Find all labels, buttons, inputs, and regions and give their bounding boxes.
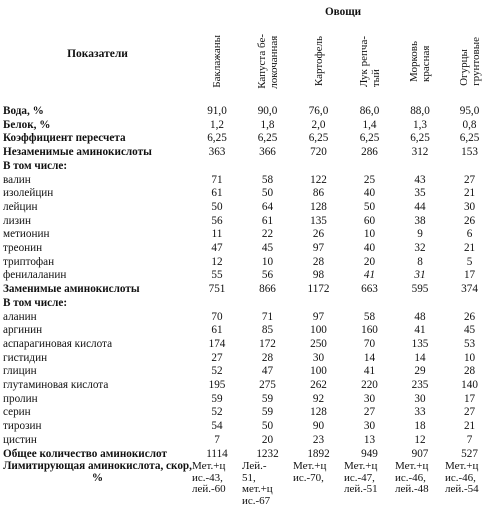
cell-value	[242, 297, 293, 311]
cell-value: 275	[259, 379, 276, 392]
limiting-label-text: Лимитирующая аминокислота, скор, %	[3, 460, 192, 484]
cell-value: 6	[466, 228, 473, 241]
limiting-value: Мет.+ц ис.-46, лей.-54	[445, 460, 479, 496]
table-row	[3, 215, 494, 229]
column-header	[395, 21, 445, 105]
cell-value: 30	[414, 392, 426, 405]
cell-value: 47	[211, 242, 223, 255]
cell-value: 55	[211, 269, 223, 282]
cell-value: 60	[363, 214, 376, 227]
cell-value: 61	[211, 324, 223, 337]
table-row	[3, 146, 494, 160]
cell-value: 86	[312, 187, 325, 200]
cell-value: 90,0	[257, 105, 278, 117]
cell-value: 45	[261, 242, 274, 255]
cell-value	[445, 160, 494, 174]
cell-value: 29	[414, 365, 426, 378]
cell-value: 88,0	[410, 105, 430, 117]
cell-value: 31	[414, 269, 426, 282]
row-label: аспарагиновая кислота	[3, 337, 113, 350]
row-label: пролин	[3, 392, 38, 405]
cell-value: 30	[363, 420, 376, 433]
cell-value: 527	[461, 447, 478, 460]
cell-value: 26	[463, 310, 476, 323]
limiting-label	[3, 461, 192, 507]
cell-value: 59	[261, 406, 274, 419]
cell-value: 595	[411, 283, 429, 296]
cell-value: 59	[211, 392, 223, 405]
cell-value: 52	[211, 365, 223, 378]
cell-value: 41	[414, 324, 426, 337]
row-label: аланин	[3, 310, 37, 323]
limiting-value: Мет.+ц ис.-47, лей.-51	[344, 460, 378, 496]
cell-value: 58	[363, 310, 376, 323]
table-row	[3, 434, 494, 448]
table-row	[3, 379, 494, 393]
cell-value: 11	[211, 228, 223, 241]
cell-value: 5	[466, 255, 473, 268]
cell-value: 21	[463, 187, 476, 200]
cell-value: 8	[417, 255, 423, 268]
row-label: Заменимые аминокислоты	[3, 283, 140, 296]
row-label: Белок, %	[3, 118, 51, 131]
cell-value: 98	[312, 269, 325, 282]
table-row	[3, 174, 494, 188]
cell-value: 86,0	[359, 105, 380, 117]
cell-value	[192, 160, 242, 174]
row-label: Коэффициент пересчета	[3, 132, 126, 145]
table-row	[3, 119, 494, 133]
cell-value: 0,8	[462, 118, 477, 131]
cell-value: 52	[211, 406, 223, 419]
cell-value: 10	[363, 228, 376, 241]
cell-value: 128	[310, 406, 327, 419]
cell-value: 312	[411, 146, 429, 159]
table-row	[3, 420, 494, 434]
cell-value: 26	[312, 228, 325, 241]
cell-value: 14	[363, 351, 376, 364]
table-row	[3, 324, 494, 338]
cell-value: 17	[463, 392, 476, 405]
cell-value: 58	[261, 173, 274, 186]
cell-value: 35	[414, 187, 426, 200]
row-label: цистин	[3, 433, 37, 446]
cell-value: 50	[211, 200, 223, 213]
amino-acid-table	[3, 3, 494, 507]
cell-value: 907	[411, 447, 429, 460]
cell-value: 30	[363, 392, 376, 405]
row-label: изолейцин	[3, 187, 54, 200]
table-row	[3, 187, 494, 201]
column-header-label: Капуста бе- локочанная	[255, 34, 280, 89]
row-label: фенилаланин	[3, 269, 67, 282]
row-label: Вода, %	[3, 105, 44, 117]
row-label: треонин	[3, 242, 43, 255]
cell-value: 70	[211, 310, 223, 323]
table-row	[3, 105, 494, 119]
cell-value: 17	[463, 269, 476, 282]
cell-value: 1,2	[210, 118, 224, 131]
row-label: валин	[3, 173, 31, 186]
cell-value: 663	[361, 283, 378, 296]
table-row	[3, 338, 494, 352]
cell-value: 100	[310, 365, 327, 378]
limiting-value: Мет.+ц ис.-46, лей.-48	[395, 460, 429, 496]
cell-value: 153	[461, 146, 478, 159]
cell-value: 27	[363, 406, 376, 419]
cell-value: 6,25	[359, 132, 380, 145]
cell-value: 235	[411, 379, 429, 392]
cell-value: 174	[208, 337, 226, 350]
cell-value: 720	[310, 146, 327, 159]
table-row	[3, 311, 494, 325]
cell-value: 1892	[307, 447, 330, 460]
cell-value: 140	[461, 379, 478, 392]
cell-value: 85	[261, 324, 274, 337]
cell-value: 76,0	[308, 105, 329, 117]
cell-value: 1,3	[413, 118, 427, 131]
column-header-label: Огурцы грунтовые	[457, 37, 482, 86]
cell-value: 122	[310, 173, 327, 186]
row-label: серин	[3, 406, 31, 419]
cell-value: 33	[414, 406, 426, 419]
column-header-label: Баклажаны	[211, 35, 223, 88]
cell-value: 286	[361, 146, 378, 159]
cell-value: 21	[463, 420, 476, 433]
cell-value: 97	[312, 242, 325, 255]
row-label: глутаминовая кислота	[3, 379, 109, 392]
row-label: В том числе:	[3, 159, 68, 172]
cell-value: 27	[463, 406, 476, 419]
cell-value: 71	[261, 310, 274, 323]
row-label: триптофан	[3, 255, 55, 268]
row-label: метионин	[3, 228, 50, 241]
cell-value: 71	[211, 173, 223, 186]
table-row	[3, 365, 494, 379]
cell-value: 250	[310, 337, 327, 350]
row-label: гистидин	[3, 351, 48, 364]
cell-value: 366	[259, 146, 276, 159]
cell-value: 1,4	[362, 118, 377, 131]
column-header	[344, 21, 395, 105]
cell-value: 100	[310, 324, 327, 337]
cell-value: 48	[414, 310, 426, 323]
cell-value: 220	[361, 379, 378, 392]
cell-value	[293, 297, 344, 311]
cell-value	[344, 160, 395, 174]
table-row	[3, 242, 494, 256]
cell-value: 50	[363, 200, 376, 213]
row-label: Общее количество аминокислот	[3, 447, 167, 460]
cell-value: 12	[211, 255, 223, 268]
cell-value: 13	[363, 433, 376, 446]
cell-value: 61	[261, 214, 274, 227]
cell-value: 6,25	[207, 132, 227, 145]
cell-value: 22	[261, 228, 274, 241]
table-row	[3, 160, 494, 174]
cell-value: 135	[310, 214, 327, 227]
cell-value: 6,25	[257, 132, 278, 145]
cell-value: 21	[463, 242, 476, 255]
cell-value: 20	[363, 255, 376, 268]
row-label: тирозин	[3, 420, 42, 433]
table-row	[3, 352, 494, 366]
row-label: Незаменимые аминокислоты	[3, 146, 152, 159]
column-header-label: Картофель	[312, 36, 325, 87]
cell-value: 160	[361, 324, 378, 337]
cell-value: 40	[363, 187, 376, 200]
table-row	[3, 283, 494, 297]
table-row	[3, 132, 494, 146]
cell-value: 43	[414, 173, 426, 186]
cell-value: 262	[310, 379, 327, 392]
cell-value: 30	[463, 200, 476, 213]
column-header-label: Лук репча- тый	[357, 35, 382, 88]
row-label: лизин	[3, 214, 31, 227]
cell-value: 195	[208, 379, 226, 392]
column-header	[192, 21, 242, 105]
column-header	[242, 21, 293, 105]
cell-value: 61	[211, 187, 223, 200]
cell-value: 28	[261, 351, 274, 364]
cell-value: 53	[463, 337, 476, 350]
cell-value: 7	[466, 433, 473, 446]
cell-value	[344, 297, 395, 311]
cell-value: 56	[261, 269, 274, 282]
cell-value: 866	[259, 283, 276, 296]
cell-value: 47	[261, 365, 274, 378]
row-label: лейцин	[3, 200, 38, 213]
cell-value: 6,25	[459, 132, 480, 145]
table-row	[3, 448, 494, 462]
column-header-label: Морковь красная	[408, 40, 432, 82]
cell-value: 56	[211, 214, 223, 227]
table-row	[3, 269, 494, 283]
cell-value: 28	[463, 365, 476, 378]
cell-value: 10	[261, 255, 274, 268]
table-row	[3, 297, 494, 311]
cell-value	[395, 297, 445, 311]
cell-value: 363	[208, 146, 226, 159]
cell-value: 27	[211, 351, 223, 364]
cell-value: 18	[414, 420, 426, 433]
cell-value: 95,0	[459, 105, 480, 117]
cell-value: 27	[463, 173, 476, 186]
group-header: Овощи	[324, 6, 362, 18]
cell-value: 64	[261, 200, 274, 213]
cell-value: 41	[363, 269, 376, 282]
table-row	[3, 406, 494, 420]
cell-value: 90	[312, 420, 325, 433]
cell-value: 14	[414, 351, 426, 364]
cell-value: 1,8	[260, 118, 275, 131]
limiting-value: Мет.+ц ис.-70,	[293, 460, 327, 484]
limiting-value: Лей.- 51, мет.+ц ис.-67	[242, 460, 273, 507]
cell-value	[445, 297, 494, 311]
cell-value	[242, 160, 293, 174]
cell-value: 12	[414, 433, 426, 446]
row-label: аргинин	[3, 324, 43, 337]
cell-value: 128	[310, 200, 327, 213]
table-row	[3, 201, 494, 215]
cell-value: 6,25	[308, 132, 329, 145]
cell-value: 23	[312, 433, 325, 446]
cell-value: 135	[411, 337, 429, 350]
cell-value: 25	[363, 173, 376, 186]
cell-value	[192, 297, 242, 311]
cell-value: 92	[312, 392, 325, 405]
table-row	[3, 393, 494, 407]
cell-value: 751	[208, 283, 226, 296]
cell-value: 54	[211, 420, 223, 433]
cell-value: 28	[312, 255, 325, 268]
cell-value: 50	[261, 420, 274, 433]
cell-value: 1172	[307, 283, 330, 296]
row-label: глицин	[3, 365, 37, 378]
cell-value: 59	[261, 392, 274, 405]
cell-value: 7	[214, 433, 220, 446]
cell-value: 374	[461, 283, 478, 296]
cell-value: 10	[463, 351, 476, 364]
cell-value: 50	[261, 187, 274, 200]
cell-value: 9	[417, 228, 423, 241]
cell-value: 6,25	[410, 132, 430, 145]
cell-value: 44	[414, 200, 426, 213]
indicator-header: Показатели	[67, 48, 128, 60]
cell-value: 26	[463, 214, 476, 227]
row-label: В том числе:	[3, 296, 68, 309]
table-row	[3, 228, 494, 242]
cell-value: 172	[259, 337, 276, 350]
cell-value: 32	[414, 242, 426, 255]
limiting-value: Мет.+ц ис.-43, лей.-60	[192, 460, 226, 496]
cell-value: 1232	[256, 447, 279, 460]
cell-value: 38	[414, 214, 426, 227]
cell-value: 70	[363, 337, 376, 350]
cell-value: 45	[463, 324, 476, 337]
cell-value: 1114	[206, 447, 228, 460]
cell-value: 91,0	[207, 105, 227, 117]
cell-value: 30	[312, 351, 325, 364]
table-row	[3, 256, 494, 270]
cell-value: 949	[361, 447, 378, 460]
cell-value: 97	[312, 310, 325, 323]
cell-value: 20	[261, 433, 274, 446]
cell-value: 40	[363, 242, 376, 255]
cell-value: 2,0	[311, 118, 326, 131]
cell-value	[293, 160, 344, 174]
cell-value: 41	[363, 365, 376, 378]
column-header	[293, 21, 344, 105]
column-header	[445, 21, 494, 105]
cell-value	[395, 160, 445, 174]
